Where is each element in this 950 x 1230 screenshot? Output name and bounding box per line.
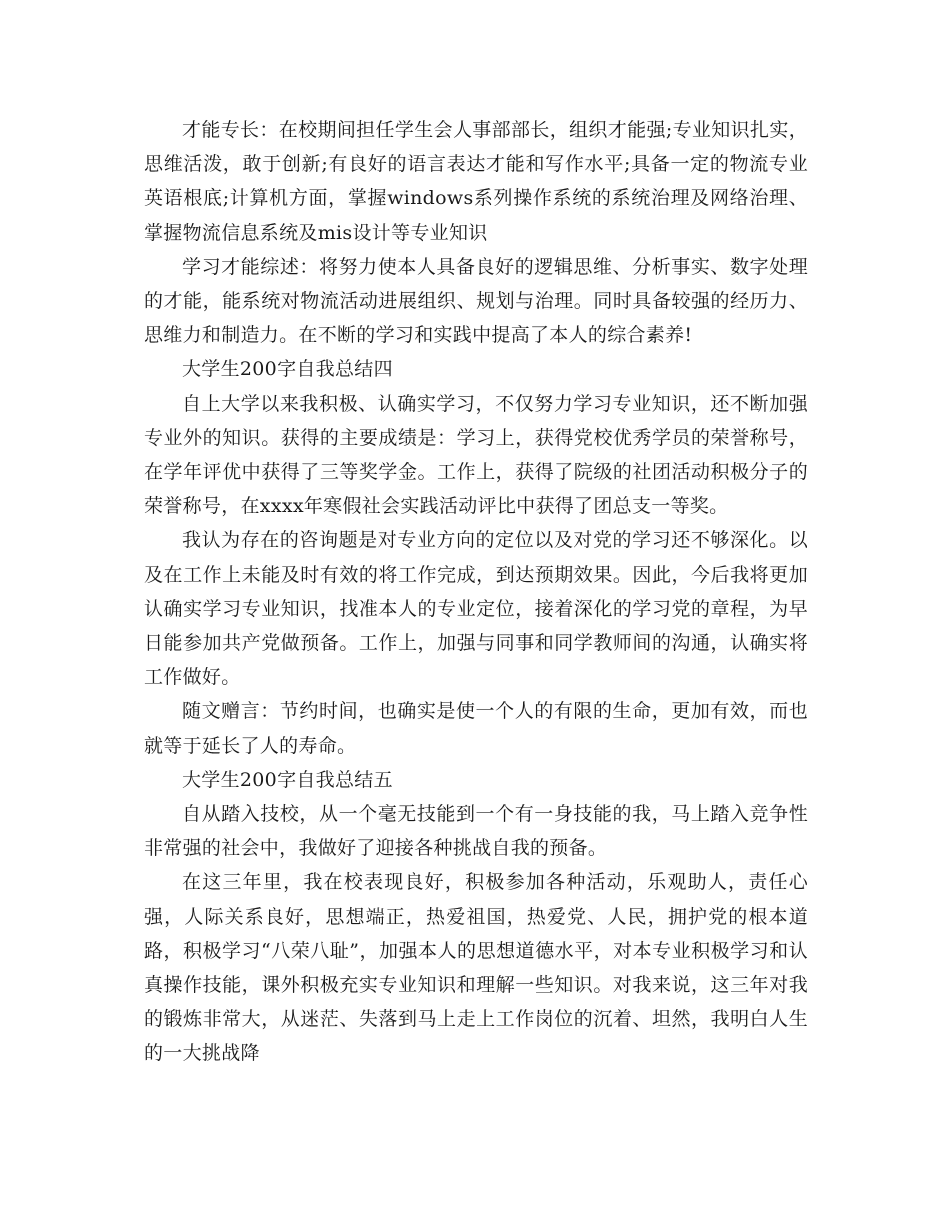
paragraph-problems: 我认为存在的咨询题是对专业方向的定位以及对党的学习还不够深化。以及在工作上未能及时有效的将工作完成，到达预期效果。因此，今后我将更加认确实学习专业知识，找准本人的专业定位，接着深化的学习党的章程，为早日能参加共产党做预备。工作上，加强与同事和同学教师间的沟通，认确实将工作做好。 xyxy=(144,529,808,689)
paragraph-learning-summary: 学习才能综述：将努力使本人具备良好的逻辑思维、分析事实、数字处理的才能，能系统对物流活动进展组织、规划与治理。同时具备较强的经历力、思维力和制造力。在不断的学习和实践中提高了本人的综合素养! xyxy=(144,255,808,347)
document-body xyxy=(144,113,808,1071)
section-heading-five: 大学生200字自我总结五 xyxy=(182,768,393,791)
paragraph-achievements: 自上大学以来我积极、认确实学习，不仅努力学习专业知识，还不断加强专业外的知识。获得的主要成绩是：学习上，获得党校优秀学员的荣誉称号，在学年评优中获得了三等奖学金。工作上，获得了院级的社团活动积极分子的荣誉称号，在xxxx年寒假社会实践活动评比中获得了团总支一等奖。 xyxy=(144,392,808,518)
section-heading-four: 大学生200字自我总结四 xyxy=(182,358,393,381)
paragraph-talents: 才能专长：在校期间担任学生会人事部部长，组织才能强;专业知识扎实，思维活泼，敢于创新;有良好的语言表达才能和写作水平;具备一定的物流专业英语根底;计算机方面，掌握windows系列操作系统的系统治理及网络治理、掌握物流信息系统及mis设计等专业知识 xyxy=(144,119,808,244)
paragraph-technical-school: 自从踏入技校，从一个毫无技能到一个有一身技能的我，马上踏入竞争性非常强的社会中，我做好了迎接各种挑战自我的预备。 xyxy=(144,803,808,860)
paragraph-motto: 随文赠言：节约时间，也确实是使一个人的有限的生命，更加有效，而也就等于延长了人的寿命。 xyxy=(144,700,808,757)
paragraph-three-years: 在这三年里，我在校表现良好，积极参加各种活动，乐观助人，责任心强，人际关系良好，思想端正，热爱祖国，热爱党、人民，拥护党的根本道路，积极学习“八荣八耻”，加强本人的思想道德水平，对本专业积极学习和认真操作技能，课外积极充实专业知识和理解一些知识。对我来说，这三年对我的锻炼非常大，从迷茫、失落到马上走上工作岗位的沉着、坦然，我明白人生的一大挑战降 xyxy=(144,871,808,1065)
